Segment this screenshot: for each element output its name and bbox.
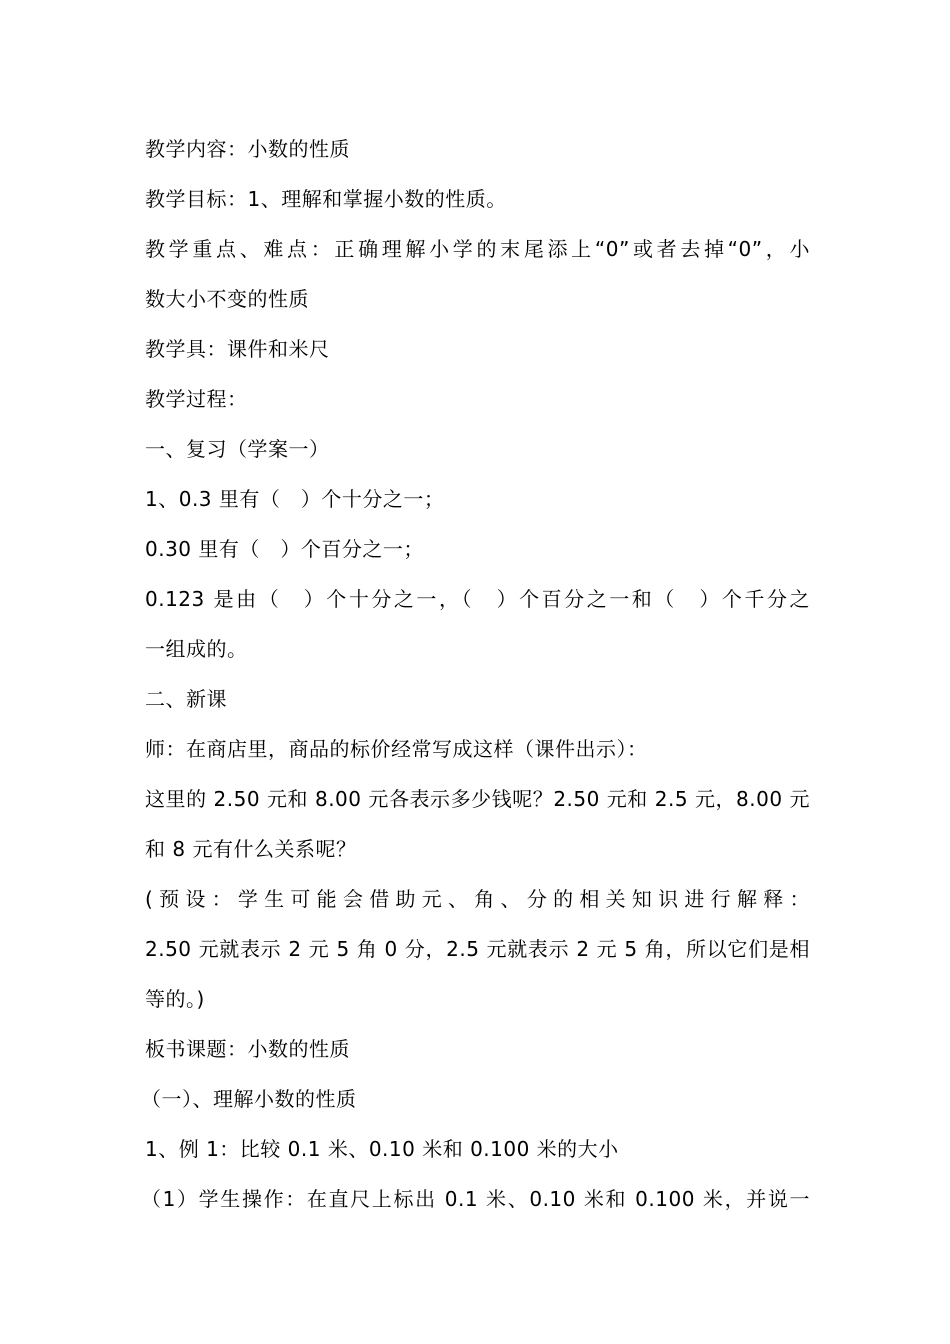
review-question-3: 0.123 是由（ ）个十分之一，（ ）个百分之一和（ ）个千分之 (145, 587, 810, 611)
review-question-2: 0.30 里有（ ）个百分之一； (145, 537, 424, 561)
presupposition-line: (预设：学生可能会借助元、角、分的相关知识进行解释： (145, 887, 810, 911)
review-section-heading: 一、复习（学案一） (145, 437, 330, 461)
board-title-line: 板书课题：小数的性质 (145, 1037, 350, 1061)
presupposition-explanation: 2.50 元就表示 2 元 5 角 0 分，2.5 元就表示 2 元 5 角，所以它们是相 (145, 937, 810, 961)
price-question-continued: 和 8 元有什么关系呢？ (145, 837, 357, 861)
presupposition-end: 等的。) (145, 987, 205, 1011)
review-question-3-continued: 一组成的。 (145, 637, 248, 661)
teaching-process-heading: 教学过程： (145, 387, 248, 411)
teacher-prompt-line: 师：在商店里，商品的标价经常写成这样（课件出示）： (145, 737, 648, 761)
teaching-goal-line: 教学目标：1、理解和掌握小数的性质。 (145, 187, 507, 211)
price-question-line: 这里的 2.50 元和 8.00 元各表示多少钱呢？2.50 元和 2.5 元，8.00 元 (145, 787, 810, 811)
key-points-continued-line: 数大小不变的性质 (145, 287, 309, 311)
example-1-line: 1、例 1：比较 0.1 米、0.10 米和 0.100 米的大小 (145, 1137, 619, 1161)
subsection-heading: （一）、理解小数的性质 (141, 1087, 357, 1111)
student-operation-line: （1）学生操作：在直尺上标出 0.1 米、0.10 米和 0.100 米，并说一 (141, 1187, 810, 1211)
teaching-aids-line: 教学具：课件和米尺 (145, 337, 330, 361)
teaching-content-line: 教学内容：小数的性质 (145, 137, 350, 161)
document-body (141, 124, 810, 1224)
review-question-1: 1、0.3 里有（ ）个十分之一； (145, 487, 445, 511)
new-lesson-heading: 二、新课 (145, 687, 227, 711)
key-points-line: 教学重点、难点：正确理解小学的末尾添上“0”或者去掉“0”，小 (145, 237, 810, 261)
